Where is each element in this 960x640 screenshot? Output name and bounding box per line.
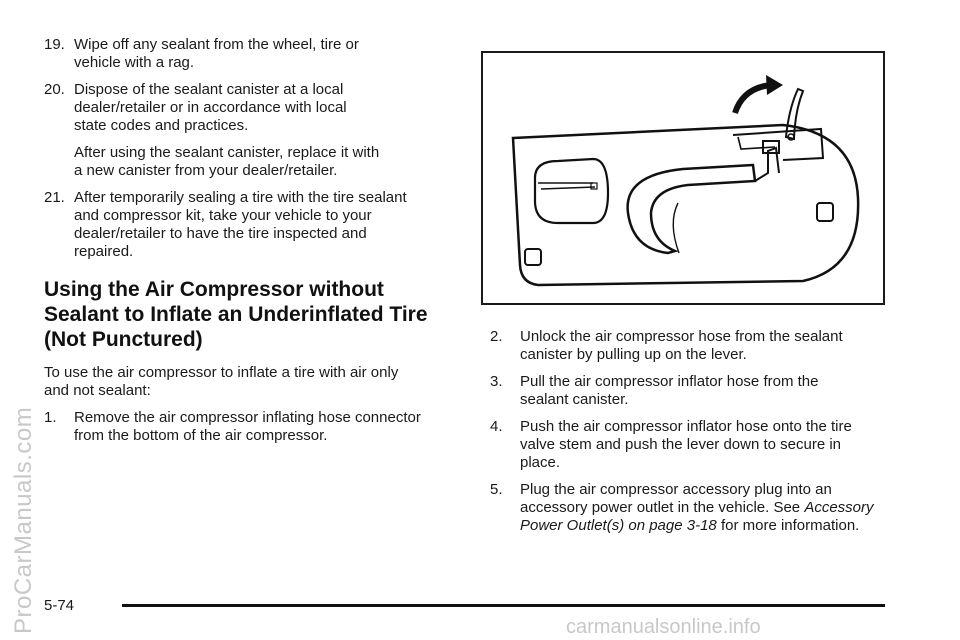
note-text-line: a new canister from your dealer/retailer. bbox=[74, 162, 338, 179]
step-20 bbox=[44, 81, 454, 135]
step-number: 19. bbox=[44, 36, 65, 53]
footer-rule bbox=[122, 604, 885, 607]
step-text-line: dealer/retailer or in accordance with local bbox=[74, 99, 347, 116]
step-3 bbox=[490, 373, 900, 409]
pull-up-arrow bbox=[735, 85, 771, 113]
cross-reference: Accessory bbox=[804, 499, 874, 516]
compressor-lever-illustration bbox=[481, 51, 885, 305]
hose-channel bbox=[628, 165, 755, 253]
section-heading bbox=[44, 277, 454, 352]
step-text-line: Push the air compressor inflator hose onto the tire bbox=[520, 418, 852, 435]
bottom-watermark: carmanualsonline.info bbox=[566, 616, 761, 638]
page-number: 5-74 bbox=[44, 597, 75, 614]
gauge-window bbox=[535, 159, 608, 223]
step-number: 21. bbox=[44, 189, 65, 206]
intro-text-line: and not sealant: bbox=[44, 382, 151, 399]
step-text-line: repaired. bbox=[74, 243, 134, 260]
step-2 bbox=[490, 328, 900, 364]
step-text-line: Unlock the air compressor hose from the sealant bbox=[520, 328, 843, 345]
corner-foot bbox=[817, 203, 833, 221]
step-5 bbox=[490, 481, 900, 535]
left-column bbox=[44, 36, 454, 454]
step-19 bbox=[44, 36, 454, 72]
step-1 bbox=[44, 409, 454, 445]
canister-plate-outline bbox=[513, 125, 858, 285]
step-text-line: Wipe off any sealant from the wheel, tire or bbox=[74, 36, 359, 53]
step-21 bbox=[44, 189, 454, 261]
compressor-lever-drawing bbox=[483, 53, 883, 303]
corner-foot bbox=[525, 249, 541, 265]
step-text-line: sealant canister. bbox=[520, 391, 629, 408]
step-text-line: Pull the air compressor inflator hose from the bbox=[520, 373, 819, 390]
step-number: 3. bbox=[490, 373, 503, 390]
intro-text-line: To use the air compressor to inflate a tire with air only bbox=[44, 364, 399, 381]
step-number: 1. bbox=[44, 409, 57, 426]
replace-canister-note bbox=[44, 144, 454, 180]
step-text: for more information. bbox=[720, 517, 860, 534]
cross-reference: Power Outlet(s) on page 3-18 bbox=[520, 517, 717, 534]
step-text: accessory power outlet in the vehicle. See bbox=[520, 499, 801, 516]
step-text-line: valve stem and push the lever down to secure in bbox=[520, 436, 842, 453]
heading-line: Sealant to Inflate an Underinflated Tire bbox=[44, 303, 428, 326]
step-number: 4. bbox=[490, 418, 503, 435]
gauge-needle bbox=[541, 187, 595, 189]
step-text-line: After temporarily sealing a tire with the tire sealant bbox=[74, 189, 407, 206]
hose-channel-shade bbox=[673, 203, 679, 253]
rail-edge bbox=[738, 137, 775, 149]
step-text-line: Plug the air compressor accessory plug into an bbox=[520, 481, 832, 498]
step-text-line: and compressor kit, take your vehicle to your bbox=[74, 207, 372, 224]
step-text-line: Remove the air compressor inflating hose connector bbox=[74, 409, 421, 426]
step-4 bbox=[490, 418, 900, 472]
heading-line: Using the Air Compressor without bbox=[44, 278, 384, 301]
step-text-line bbox=[520, 499, 900, 517]
step-text-line: dealer/retailer to have the tire inspected and bbox=[74, 225, 367, 242]
step-text-line bbox=[520, 517, 900, 535]
step-number: 20. bbox=[44, 81, 65, 98]
step-text-line: state codes and practices. bbox=[74, 117, 249, 134]
right-column bbox=[490, 328, 900, 544]
step-text-line: from the bottom of the air compressor. bbox=[74, 427, 328, 444]
side-watermark: ProCarManuals.com bbox=[10, 406, 37, 634]
step-number: 2. bbox=[490, 328, 503, 345]
step-number: 5. bbox=[490, 481, 503, 498]
step-text-line: place. bbox=[520, 454, 561, 471]
heading-line: (Not Punctured) bbox=[44, 328, 203, 351]
pull-up-arrow-head bbox=[766, 75, 783, 95]
step-text-line: vehicle with a rag. bbox=[74, 54, 195, 71]
intro-paragraph bbox=[44, 364, 454, 400]
step-text-line: canister by pulling up on the lever. bbox=[520, 346, 747, 363]
step-text-line: Dispose of the sealant canister at a local bbox=[74, 81, 344, 98]
gauge-tip bbox=[591, 183, 597, 189]
note-text-line: After using the sealant canister, replace it with bbox=[74, 144, 380, 161]
